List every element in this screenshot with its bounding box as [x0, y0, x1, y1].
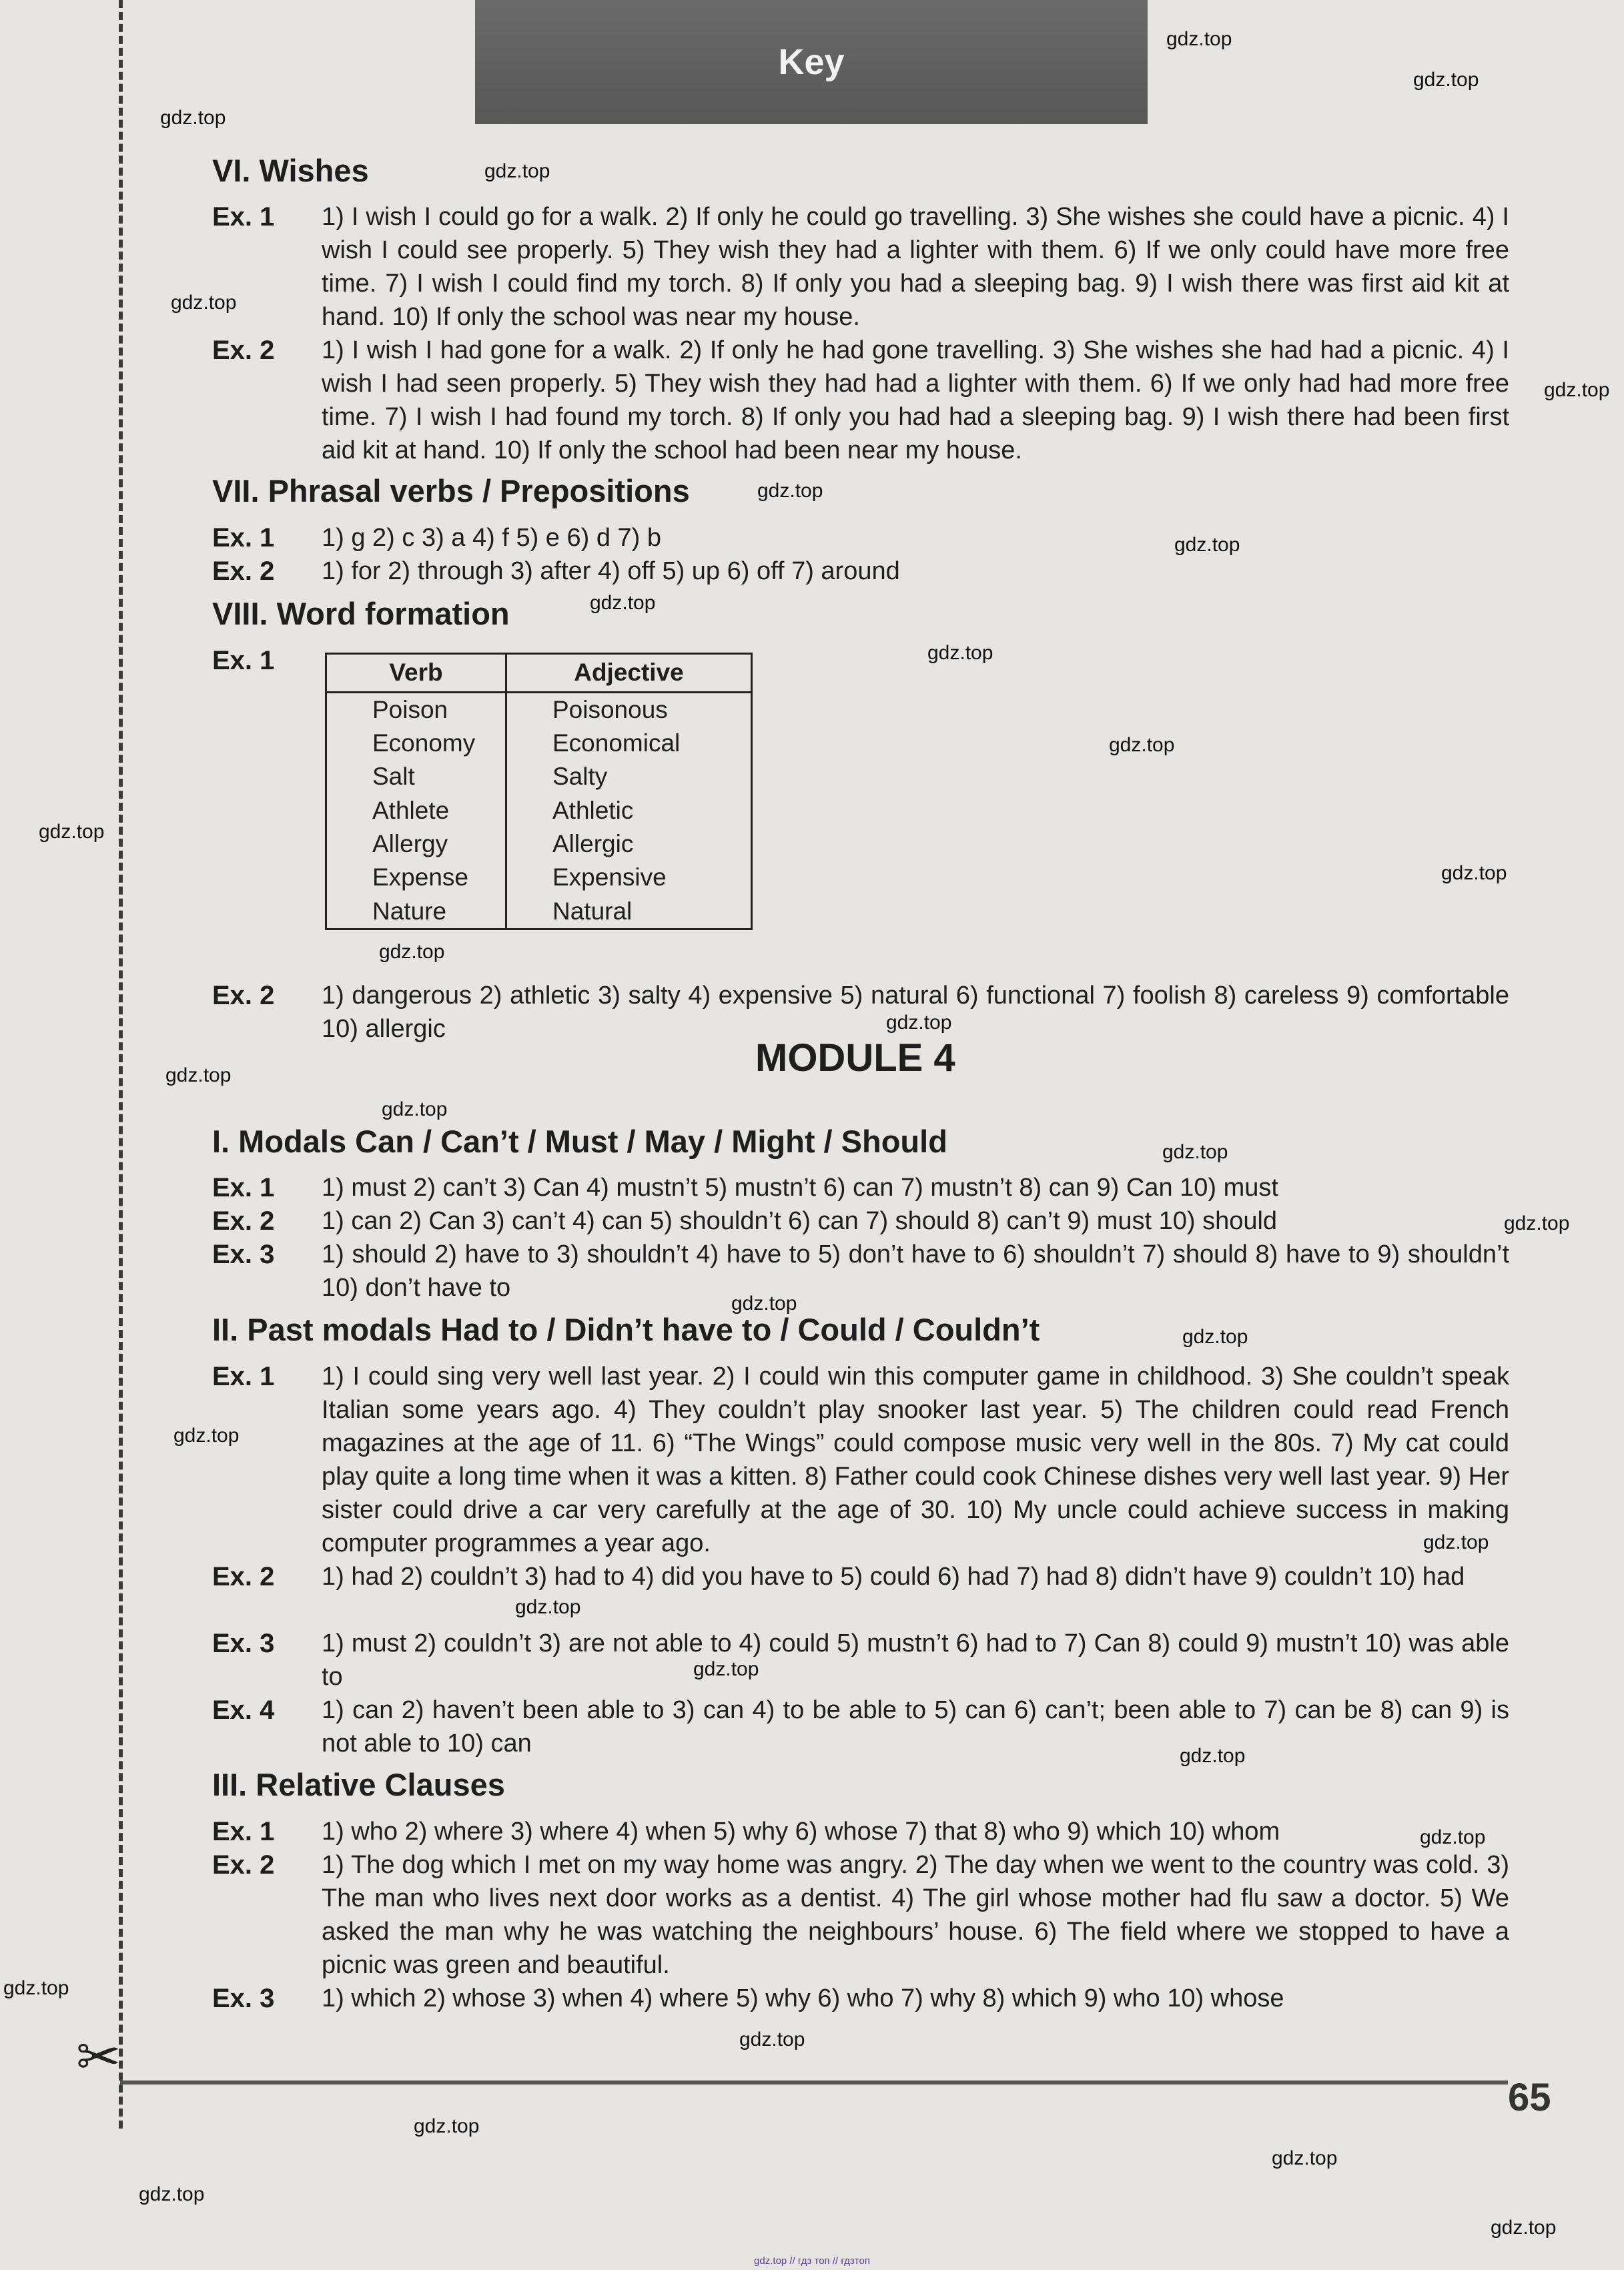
- watermark: gdz.top: [139, 2183, 205, 2205]
- table-cell: Athlete: [372, 796, 450, 824]
- table-cell: Economical: [506, 727, 752, 760]
- key-banner: Key: [475, 0, 1148, 124]
- section-heading: VIII. Word formation: [212, 596, 510, 631]
- table-cell: Economy: [372, 729, 476, 757]
- table-row: [326, 760, 752, 793]
- section-heading: VII. Phrasal verbs / Prepositions: [212, 473, 690, 508]
- module-title: MODULE 4: [755, 1036, 955, 1080]
- watermark: gdz.top: [414, 2115, 480, 2137]
- table-row: [326, 727, 752, 760]
- watermark: gdz.top: [927, 642, 993, 664]
- section-heading: VI. Wishes: [212, 153, 369, 188]
- exercise-label: Ex. 1: [212, 1362, 275, 1391]
- table-cell: Poison: [372, 695, 448, 723]
- exercise-label: Ex. 2: [212, 336, 275, 365]
- exercise-answer: 1) should 2) have to 3) shouldn’t 4) have to 5) don’t have to 6) shouldn’t 7) should 8) have to 9) shouldn’t 10) don’t have to: [322, 1240, 1509, 1302]
- watermark: gdz.top: [171, 292, 237, 314]
- exercise-label: Ex. 4: [212, 1695, 275, 1725]
- exercise-label: Ex. 2: [212, 1206, 275, 1236]
- watermark: gdz.top: [379, 941, 445, 963]
- exercise-answer: 1) for 2) through 3) after 4) off 5) up 6) off 7) around: [322, 557, 900, 585]
- watermark: gdz.top: [3, 1977, 69, 1999]
- watermark: gdz.top: [1162, 1141, 1228, 1163]
- watermark: gdz.top: [1544, 379, 1610, 401]
- table-row: [326, 861, 752, 894]
- exercise-label: Ex. 1: [212, 1173, 275, 1202]
- watermark: gdz.top: [1182, 1326, 1248, 1348]
- exercise-answer: 1) I wish I had gone for a walk. 2) If only he had gone travelling. 3) She wishes she had had a picnic. 4) I wish I had seen properly. 5) They wish they had had a lighter with them. 6) If we only had had more free time. 7) I wish I had found my torch. 8) If only you had had a sleeping bag. 9) I wish there had been first aid kit at hand. 10) If only the school had been near my house.: [322, 336, 1509, 464]
- table-cell: Allergy: [372, 830, 448, 858]
- watermark: gdz.top: [1413, 69, 1479, 91]
- bottom-rule: [120, 2080, 1508, 2085]
- exercise-answer: 1) The dog which I met on my way home was angry. 2) The day when we went to the country was cold. 3) The man who lives next door works as a dentist. 4) The girl whose mother had flu saw a doctor. 5) We asked the man why he was watching the neighbours’ house. 6) The field where we stopped to have a picnic was green and beautiful.: [322, 1851, 1509, 1979]
- watermark: gdz.top: [590, 592, 656, 614]
- table-cell: Nature: [372, 897, 447, 925]
- watermark: gdz.top: [515, 1596, 581, 1618]
- exercise-label: Ex. 3: [212, 1629, 275, 1658]
- exercise-label: Ex. 2: [212, 981, 275, 1010]
- exercise-label: Ex. 1: [212, 523, 275, 552]
- exercise-answer: 1) can 2) Can 3) can’t 4) can 5) shouldn’t 6) can 7) should 8) can’t 9) must 10) should: [322, 1207, 1278, 1235]
- watermark: gdz.top: [693, 1658, 759, 1680]
- section-heading: III. Relative Clauses: [212, 1767, 505, 1802]
- exercise-answer: 1) must 2) couldn’t 3) are not able to 4) could 5) mustn’t 6) had to 7) Can 8) could 9) mustn’t 10) was able to: [322, 1629, 1509, 1691]
- word-formation-table: [325, 653, 753, 930]
- table-row: [326, 827, 752, 861]
- watermark: gdz.top: [39, 821, 105, 843]
- watermark: gdz.top: [739, 2028, 805, 2050]
- exercise-label: Ex. 2: [212, 1562, 275, 1591]
- cut-line: [119, 0, 123, 2129]
- watermark: gdz.top: [1109, 734, 1175, 756]
- table-cell: Allergic: [506, 827, 752, 861]
- exercise-label: Ex. 1: [212, 202, 275, 232]
- table-cell: Salty: [506, 760, 752, 793]
- watermark: gdz.top: [886, 1012, 952, 1034]
- watermark: gdz.top: [1272, 2147, 1338, 2169]
- watermark: gdz.top: [1174, 534, 1240, 556]
- table-cell: Athletic: [506, 794, 752, 827]
- table-row: [326, 692, 752, 727]
- watermark: gdz.top: [165, 1064, 232, 1086]
- exercise-label: Ex. 3: [212, 1240, 275, 1269]
- scissors-icon: ✂: [76, 2027, 121, 2087]
- exercise-answer: 1) who 2) where 3) where 4) when 5) why 6) whose 7) that 8) who 9) which 10) whom: [322, 1818, 1280, 1846]
- exercise-answer: 1) can 2) haven’t been able to 3) can 4) to be able to 5) can 6) can’t; been able to 7) can be 8) can 9) is not able to 10) can: [322, 1696, 1509, 1758]
- watermark: gdz.top: [1423, 1531, 1489, 1553]
- table-header-row: [326, 654, 752, 693]
- table-header: Verb: [326, 654, 506, 693]
- table-row: [326, 895, 752, 929]
- exercise-answer: 1) I could sing very well last year. 2) I could win this computer game in childhood. 3) She couldn’t speak Italian some years ago. 4) They couldn’t play snooker last year. 5) The children could read French magazines at the age of 11. 6) “The Wings” could compose music very well in the 80s. 7) My cat could play quite a long time when it was a kitten. 8) Father could cook Chinese dishes very well last year. 9) Her sister could drive a car very carefully at the age of 30. 10) My uncle could achieve success in making computer programmes a year ago.: [322, 1363, 1509, 1557]
- table-cell: Poisonous: [506, 692, 752, 727]
- table-header: Adjective: [506, 654, 752, 693]
- watermark: gdz.top: [1166, 28, 1232, 50]
- table-cell: Expensive: [506, 861, 752, 894]
- exercise-answer: 1) must 2) can’t 3) Can 4) mustn’t 5) mustn’t 6) can 7) mustn’t 8) can 9) Can 10) must: [322, 1174, 1278, 1202]
- section-heading: I. Modals Can / Can’t / Must / May / Might / Should: [212, 1124, 947, 1159]
- watermark: gdz.top: [1491, 2217, 1557, 2239]
- exercise-answer: 1) I wish I could go for a walk. 2) If only he could go travelling. 3) She wishes she could have a picnic. 4) I wish I could see properly. 5) They wish they had a lighter with them. 6) If we only could have more free time. 7) I wish I could find my torch. 8) If only you had a sleeping bag. 9) I wish there was first aid kit at hand. 10) If only the school was near my house.: [322, 203, 1509, 331]
- watermark: gdz.top: [484, 160, 550, 182]
- exercise-answer: 1) dangerous 2) athletic 3) salty 4) expensive 5) natural 6) functional 7) foolish 8) careless 9) comfortable 10) allergic: [322, 982, 1509, 1043]
- watermark: gdz.top: [731, 1292, 797, 1314]
- watermark: gdz.top: [173, 1425, 240, 1447]
- section-heading: II. Past modals Had to / Didn’t have to / Could / Couldn’t: [212, 1312, 1040, 1347]
- exercise-label: Ex. 2: [212, 556, 275, 586]
- table-cell: Expense: [372, 863, 468, 891]
- exercise-label: Ex. 1: [212, 646, 275, 675]
- exercise-answer: 1) g 2) c 3) a 4) f 5) e 6) d 7) b: [322, 524, 661, 552]
- table-row: [326, 794, 752, 827]
- page-number: 65: [1508, 2076, 1551, 2119]
- watermark: gdz.top: [160, 107, 226, 129]
- watermark: gdz.top: [1441, 862, 1507, 884]
- exercise-label: Ex. 3: [212, 1984, 275, 2013]
- table-cell: Natural: [506, 895, 752, 929]
- exercise-answer: 1) which 2) whose 3) when 4) where 5) why 6) who 7) why 8) which 9) who 10) whose: [322, 1984, 1284, 2012]
- exercise-label: Ex. 1: [212, 1817, 275, 1846]
- table-cell: Salt: [372, 763, 415, 791]
- exercise-label: Ex. 2: [212, 1850, 275, 1880]
- exercise-answer: 1) had 2) couldn’t 3) had to 4) did you have to 5) could 6) had 7) had 8) didn’t have 9) couldn’t 10) had: [322, 1563, 1465, 1591]
- watermark: gdz.top: [1180, 1745, 1246, 1767]
- watermark: gdz.top: [757, 480, 823, 502]
- watermark: gdz.top: [1420, 1826, 1486, 1848]
- watermark: gdz.top: [1504, 1212, 1570, 1234]
- watermark: gdz.top: [382, 1098, 448, 1120]
- bottom-note: gdz.top // гдз топ // гдзтоп: [754, 2255, 870, 2267]
